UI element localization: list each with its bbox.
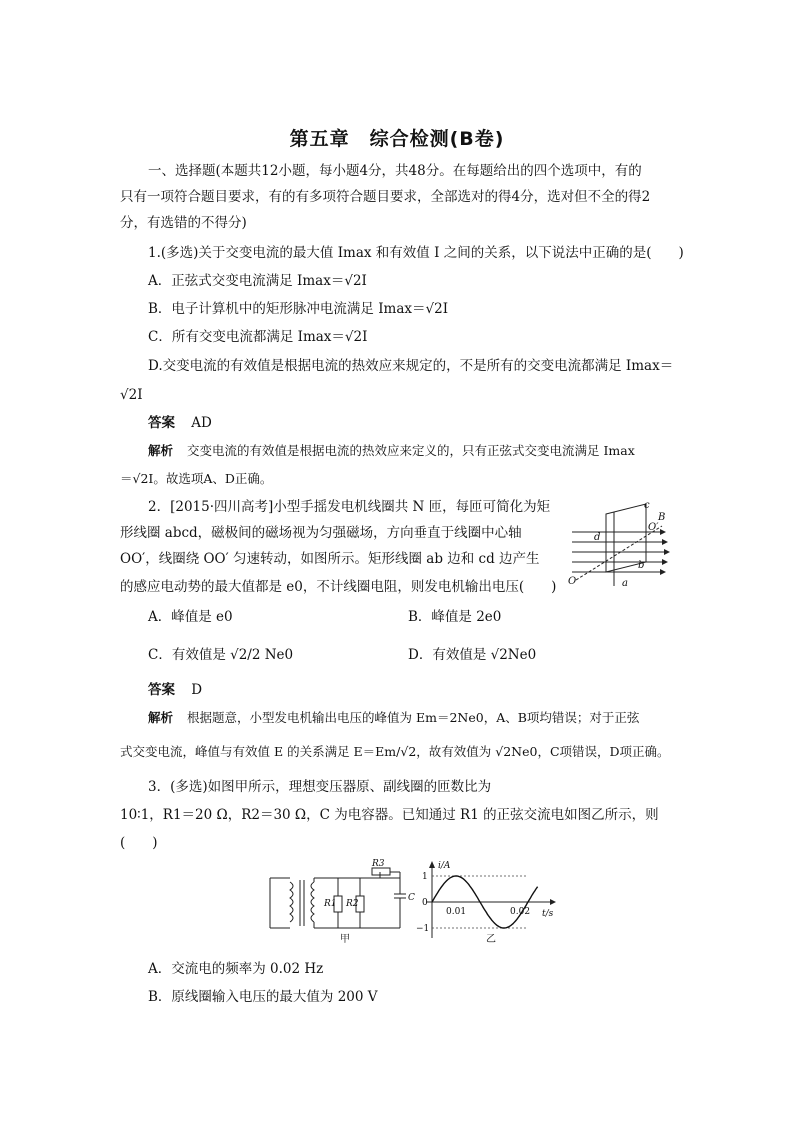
label-d: d bbox=[594, 532, 601, 543]
q1-option-b: B．电子计算机中的矩形脉冲电流满足 Imax＝√2I bbox=[148, 301, 449, 317]
y-axis-label: i/A bbox=[438, 861, 451, 871]
q1-option-a: A．正弦式交变电流满足 Imax＝√2I bbox=[148, 273, 367, 289]
q2-answer bbox=[148, 681, 202, 699]
q1-stem: 1.(多选)关于交变电流的最大值 Imax 和有效值 I 之间的关系，以下说法中正确的是( ) bbox=[148, 245, 684, 261]
tick-x-001: 0.01 bbox=[446, 907, 467, 917]
intro-line-2: 只有一项符合题目要求，有的有多项符合题目要求，全部选对的得4分，选对但不全的得2 bbox=[120, 189, 651, 205]
tick-y-minus1: −1 bbox=[416, 924, 430, 934]
page-title: 第五章 综合检测(B卷) bbox=[289, 128, 505, 150]
q1-analysis-line-1 bbox=[148, 442, 635, 460]
label-r2: R2 bbox=[346, 899, 359, 909]
q1-option-c: C．所有交变电流都满足 Imax＝√2I bbox=[148, 329, 368, 345]
label-c: C bbox=[408, 893, 415, 903]
label-b-field: B bbox=[658, 512, 666, 523]
answer-value: AD bbox=[191, 415, 212, 431]
label-c: c bbox=[644, 500, 650, 511]
q3-line-3: ( ) bbox=[120, 835, 158, 851]
q2-line-3: OO′，线圈绕 OO′ 匀速转动，如图所示。矩形线圈 ab 边和 cd 边产生 bbox=[120, 551, 540, 567]
analysis-text: 交变电流的有效值是根据电流的热效应来定义的，只有正弦式交变电流满足 Imax bbox=[187, 443, 635, 458]
intro-line-3: 分，有选错的不得分) bbox=[120, 215, 247, 231]
q1-option-d-line-2: √2I bbox=[120, 387, 143, 403]
x-axis-label: t/s bbox=[542, 909, 554, 919]
analysis-text: 根据题意，小型发电机输出电压的峰值为 Em＝2Ne0，A、B项均错误；对于正弦 bbox=[187, 710, 640, 725]
q1-analysis-line-2: ＝√2I。故选项A、D正确。 bbox=[120, 471, 273, 486]
label-jia: 甲 bbox=[340, 934, 350, 945]
label-o: O bbox=[568, 576, 577, 587]
q3-line-1: 3．(多选)如图甲所示，理想变压器原、副线圈的匝数比为 bbox=[148, 779, 492, 795]
answer-value: D bbox=[191, 682, 203, 698]
q2-line-4: 的感应电动势的最大值都是 e0，不计线圈电阻，则发电机输出电压( ) bbox=[120, 579, 557, 595]
label-r1: R1 bbox=[324, 899, 337, 909]
circuit-and-current-figure bbox=[260, 858, 560, 946]
q2-analysis-line-2: 式交变电流，峰值与有效值 E 的关系满足 E＝Em/√2，故有效值为 √2Ne0，C项错误，D项正确。 bbox=[120, 744, 670, 759]
q3-line-2: 10∶1，R1＝20 Ω，R2＝30 Ω，C 为电容器。已知通过 R1 的正弦交流电如图乙所示，则 bbox=[120, 807, 659, 823]
label-a: a bbox=[622, 578, 628, 589]
analysis-label: 解析 bbox=[148, 710, 174, 725]
intro-line-1: 一、选择题(本题共12小题，每小题4分，共48分。在每题给出的四个选项中，有的 bbox=[148, 163, 642, 179]
q2-option-d: D．有效值是 √2Ne0 bbox=[408, 647, 537, 663]
q2-option-c: C．有效值是 √2/2 Ne0 bbox=[148, 647, 294, 663]
analysis-label: 解析 bbox=[148, 443, 174, 458]
q3-option-b: B．原线圈输入电压的最大值为 200 V bbox=[148, 989, 378, 1005]
tick-y-1: 1 bbox=[422, 872, 428, 882]
label-r3: R3 bbox=[372, 859, 385, 869]
transformer-circuit bbox=[270, 868, 406, 928]
generator-coil-figure bbox=[566, 500, 672, 592]
q3-option-a: A．交流电的频率为 0.02 Hz bbox=[148, 961, 324, 977]
answer-label: 答案 bbox=[148, 682, 175, 698]
current-graph bbox=[416, 861, 556, 938]
q1-option-d-line-1: D.交变电流的有效值是根据电流的热效应来规定的，不是所有的交变电流都满足 Imax＝ bbox=[148, 358, 674, 374]
label-yi: 乙 bbox=[486, 934, 496, 945]
q2-option-b: B．峰值是 2e0 bbox=[408, 609, 502, 625]
answer-label: 答案 bbox=[148, 415, 175, 431]
q2-option-a: A．峰值是 e0 bbox=[148, 609, 233, 625]
q2-line-1: 2．[2015·四川高考]小型手摇发电机线圈共 N 匝，每匝可简化为矩 bbox=[148, 499, 551, 515]
q2-analysis-line-1 bbox=[148, 709, 639, 727]
label-b: b bbox=[638, 560, 645, 571]
q1-answer bbox=[148, 414, 212, 432]
label-o-prime: O′ bbox=[648, 522, 659, 533]
q2-line-2: 形线圈 abcd，磁极间的磁场视为匀强磁场，方向垂直于线圈中心轴 bbox=[120, 525, 522, 541]
tick-x-002: 0.02 bbox=[510, 907, 531, 917]
tick-y-0: 0 bbox=[422, 898, 428, 908]
